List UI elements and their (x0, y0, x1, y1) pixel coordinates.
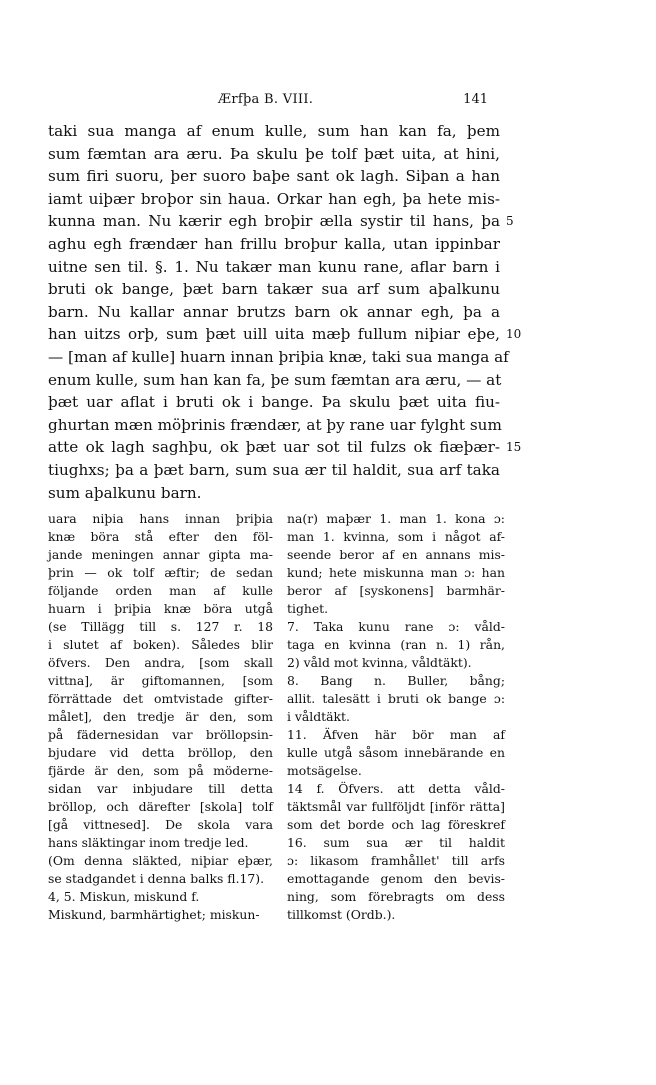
note-line: tillkomst (Ordb.). (287, 907, 396, 922)
note-line: sidan var inbjudare till detta (48, 781, 273, 796)
note-line: hans släktingar inom tredje led. (48, 835, 249, 850)
note-line: man 1. kvinna, som i något af- (287, 529, 505, 544)
line-text: sum fæmtan ara æru. Þa skulu þe tolf þæt uita, at hini, (48, 144, 500, 163)
line-text: barn. Nu kallar annar brutzs barn ok annar egh, þa a (48, 302, 500, 321)
note-line: kund; hete miskunna man ɔ: han (287, 565, 505, 580)
note-line: ning, som förebragts om dess (287, 889, 505, 904)
line-text: atte ok lagh saghþu, ok þæt uar sot til fulzs ok fiæþær- (48, 438, 500, 457)
note-line: emottagande genom den bevis- (287, 871, 505, 886)
note-line: [gå vittnesed]. De skola vara (48, 817, 273, 832)
note-line: bröllop, och därefter [skola] tolf (48, 799, 273, 814)
main-text (48, 120, 522, 504)
text-line (48, 210, 514, 233)
line-text: iamt uiþær broþor sin haua. Orkar han egh, þa hete mis- (48, 189, 500, 208)
note-line: följande orden man af kulle (48, 583, 273, 598)
line-text: ghurtan mæn möþrinis frændær, at þy rane uar fylght sum (48, 415, 502, 434)
line-number: 5 (506, 214, 514, 229)
note-line: beror af [syskonens] barmhär- (287, 583, 505, 598)
note-line: förrättade det omtvistade gifter- (48, 691, 273, 706)
note-line: i våldtäkt. (287, 709, 350, 724)
note-line: allit. talesätt i bruti ok bange ɔ: (287, 691, 505, 706)
line-text: bruti ok bange, þæt barn takær sua arf sum aþalkunu (48, 280, 500, 299)
note-line: 7. Taka kunu rane ɔ: våld- (287, 619, 505, 634)
text-line (48, 120, 500, 143)
text-line (48, 436, 522, 459)
note-line: uara niþia hans innan þriþia (48, 511, 273, 526)
note-line: 16. sum sua ær til haldit (287, 835, 505, 850)
line-text: uitne sen til. §. 1. Nu takær man kunu rane, aflar barn i (48, 257, 500, 276)
note-line: knæ böra stå efter den föl- (48, 529, 273, 544)
line-text: enum kulle, sum han kan fa, þe sum fæmtan ara æru, — at (48, 370, 502, 389)
note-line: fjärde är den, som på möderne- (48, 763, 273, 778)
note-line: tighet. (287, 601, 329, 616)
note-line: målet], den tredje är den, som (48, 709, 273, 724)
note-line: bjudare vid detta bröllop, den (48, 745, 273, 760)
note-line: na(r) maþær 1. man 1. kona ɔ: (287, 511, 505, 526)
text-line (48, 482, 500, 505)
text-line (48, 391, 500, 414)
note-line: þrin — ok tolf æftir; de sedan (48, 565, 273, 580)
note-line: taga en kvinna (ran n. 1) rån, (287, 637, 505, 652)
text-line (48, 143, 500, 166)
text-line (48, 414, 500, 437)
note-line: vittna], är giftomannen, [som (48, 673, 273, 688)
running-header (48, 92, 488, 112)
text-line (48, 188, 500, 211)
running-title: Ærfþa B. VIII. (218, 92, 314, 107)
note-line: (se Tillägg till s. 127 r. 18 (48, 619, 273, 634)
note-line: motsägelse. (287, 763, 362, 778)
note-line: 4, 5. Miskun, miskund f. (48, 889, 200, 904)
notes-column-left (48, 510, 273, 924)
note-line: 11. Äfven här bör man af (287, 727, 505, 742)
note-line: Miskund, barmhärtighet; miskun- (48, 907, 260, 922)
note-line: jande meningen annar gipta ma- (48, 547, 273, 562)
page-number: 141 (463, 92, 488, 107)
note-line: täktsmål var fullföljdt [inför rätta] (287, 799, 505, 814)
line-text: — [man af kulle] huarn innan þriþia knæ, taki sua manga af (48, 347, 509, 366)
text-line (48, 346, 509, 369)
note-line: kulle utgå såsom innebärande en (287, 745, 505, 760)
note-line: 2) våld mot kvinna, våldtäkt). (287, 655, 472, 670)
text-line (48, 233, 500, 256)
note-line: seende beror af en annans mis- (287, 547, 505, 562)
notes-column-right (287, 510, 505, 924)
note-line: ɔ: likasom framhållet' till arfs (287, 853, 505, 868)
line-text: tiughxs; þa a þæt barn, sum sua ær til haldit, sua arf taka (48, 460, 500, 479)
note-line: 14 f. Öfvers. att detta våld- (287, 781, 505, 796)
line-text: sum aþalkunu barn. (48, 483, 202, 502)
line-text: han uitzs orþ, sum þæt uill uita mæþ fullum niþiar eþe, (48, 325, 500, 344)
text-line (48, 459, 500, 482)
text-line (48, 369, 500, 392)
text-line (48, 323, 522, 346)
text-line (48, 301, 500, 324)
text-line (48, 165, 500, 188)
text-line (48, 278, 500, 301)
line-number: 10 (506, 327, 522, 342)
text-line (48, 256, 500, 279)
line-number: 15 (506, 440, 522, 455)
note-line: 8. Bang n. Buller, bång; (287, 673, 505, 688)
line-text: þæt uar aflat i bruti ok i bange. Þa skulu þæt uita fiu- (48, 393, 500, 412)
line-text: taki sua manga af enum kulle, sum han kan fa, þem (48, 122, 500, 140)
line-text: aghu egh frændær han frillu broþur kalla, utan ippinbar (48, 234, 500, 253)
note-line: (Om denna släkted, niþiar eþær, (48, 853, 273, 868)
note-line: på fädernesidan var bröllopsin- (48, 727, 273, 742)
note-line: i slutet af boken). Således blir (48, 637, 273, 652)
note-line: som det borde och lag föreskref (287, 817, 505, 832)
line-text: sum firi suoru, þer suoro baþe sant ok lagh. Siþan a han (48, 167, 500, 186)
note-line: öfvers. Den andra, [som skall (48, 655, 273, 670)
note-line: huarn i þriþia knæ böra utgå (48, 601, 273, 616)
note-line: se stadgandet i denna balks fl.17). (48, 871, 265, 886)
line-text: kunna man. Nu kærir egh broþir ælla systir til hans, þa (48, 212, 500, 231)
